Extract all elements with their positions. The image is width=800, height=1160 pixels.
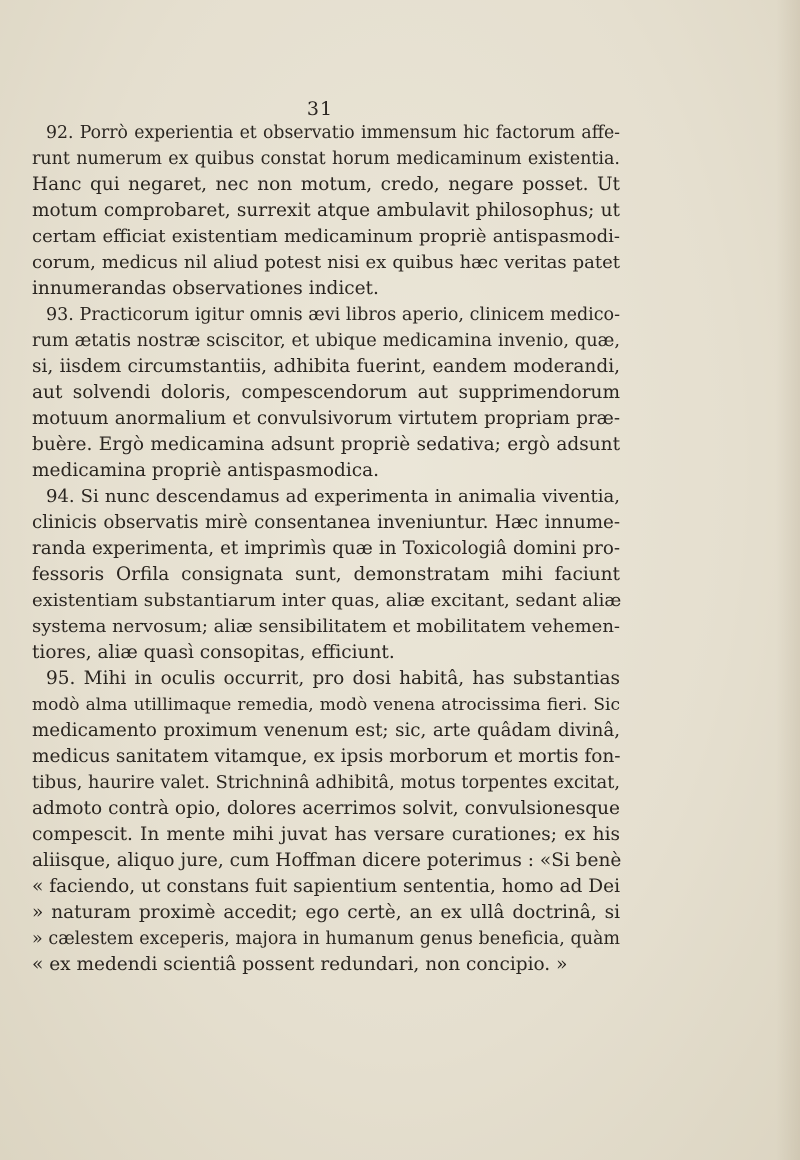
text-line: tibus, haurire valet. Strichninâ adhibitâ, motus torpentes excitat, <box>32 773 620 793</box>
text-line: medicamina propriè antispasmodica. <box>32 460 380 481</box>
text-line: si, iisdem circumstantiis, adhibita fuerint, eandem moderandi, <box>32 356 620 377</box>
text-line: medicus sanitatem vitamque, ex ipsis morborum et mortis fon- <box>32 746 621 767</box>
text-line: rum ætatis nostræ sciscitor, et ubique medicamina invenio, quæ, <box>32 331 620 351</box>
text-line: modò alma utillimaque remedia, modò venena atrocissima fieri. Sic <box>32 695 620 715</box>
text-line: admoto contrà opio, dolores acerrimos solvit, convulsionesque <box>32 798 620 819</box>
text-line: » cælestem exceperis, majora in humanum genus beneficia, quàm <box>32 929 620 949</box>
text-line: randa experimenta, et imprimìs quæ in Toxicologiâ domini pro- <box>32 538 620 559</box>
text-line: Hanc qui negaret, nec non motum, credo, negare posset. Ut <box>32 174 620 195</box>
text-line: motum comprobaret, surrexit atque ambulavit philosophus; ut <box>32 200 620 221</box>
text-line: « ex medendi scientiâ possent redundari, non concipio. » <box>32 954 568 975</box>
text-line: clinicis observatis mirè consentanea inveniuntur. Hæc innume- <box>32 512 620 533</box>
body-text <box>32 120 620 978</box>
text-line: medicamento proximum venenum est; sic, arte quâdam divinâ, <box>32 720 620 741</box>
text-line: systema nervosum; aliæ sensibilitatem et mobilitatem vehemen- <box>32 616 620 637</box>
page-edge-shadow <box>776 0 800 1160</box>
text-line: buère. Ergò medicamina adsunt propriè sedativa; ergò adsunt <box>32 434 620 455</box>
text-line: aut solvendi doloris, compescendorum aut supprimendorum <box>32 382 620 403</box>
text-line: 94. Si nunc descendamus ad experimenta in animalia viventia, <box>46 486 620 507</box>
text-line: « faciendo, ut constans fuit sapientium sententia, homo ad Dei <box>32 876 620 897</box>
text-line: existentiam substantiarum inter quas, aliæ excitant, sedant aliæ <box>32 590 622 611</box>
text-line: tiores, aliæ quasì consopitas, efficiunt. <box>32 642 395 663</box>
text-line: certam efficiat existentiam medicaminum propriè antispasmodi- <box>32 226 620 247</box>
page-number: 31 <box>306 98 334 120</box>
text-line: motuum anormalium et convulsivorum virtutem propriam præ- <box>32 408 620 429</box>
text-line: aliisque, aliquo jure, cum Hoffman dicere poterimus : «Si benè <box>32 850 622 871</box>
text-line: compescit. In mente mihi juvat has versare curationes; ex his <box>32 824 620 845</box>
text-line: » naturam proximè accedit; ego certè, an ex ullâ doctrinâ, si <box>32 902 620 923</box>
text-line: 93. Practicorum igitur omnis ævi libros aperio, clinicem medico- <box>46 305 620 325</box>
text-line: runt numerum ex quibus constat horum medicaminum existentia. <box>32 149 620 169</box>
text-line: fessoris Orfila consignata sunt, demonstratam mihi faciunt <box>32 564 620 585</box>
text-line: 92. Porrò experientia et observatio immensum hic factorum affe- <box>46 123 620 143</box>
text-line: 95. Mihi in oculis occurrit, pro dosi habitâ, has substantias <box>46 668 620 689</box>
text-line: corum, medicus nil aliud potest nisi ex quibus hæc veritas patet <box>32 252 620 273</box>
text-line: innumerandas observationes indicet. <box>32 278 379 299</box>
